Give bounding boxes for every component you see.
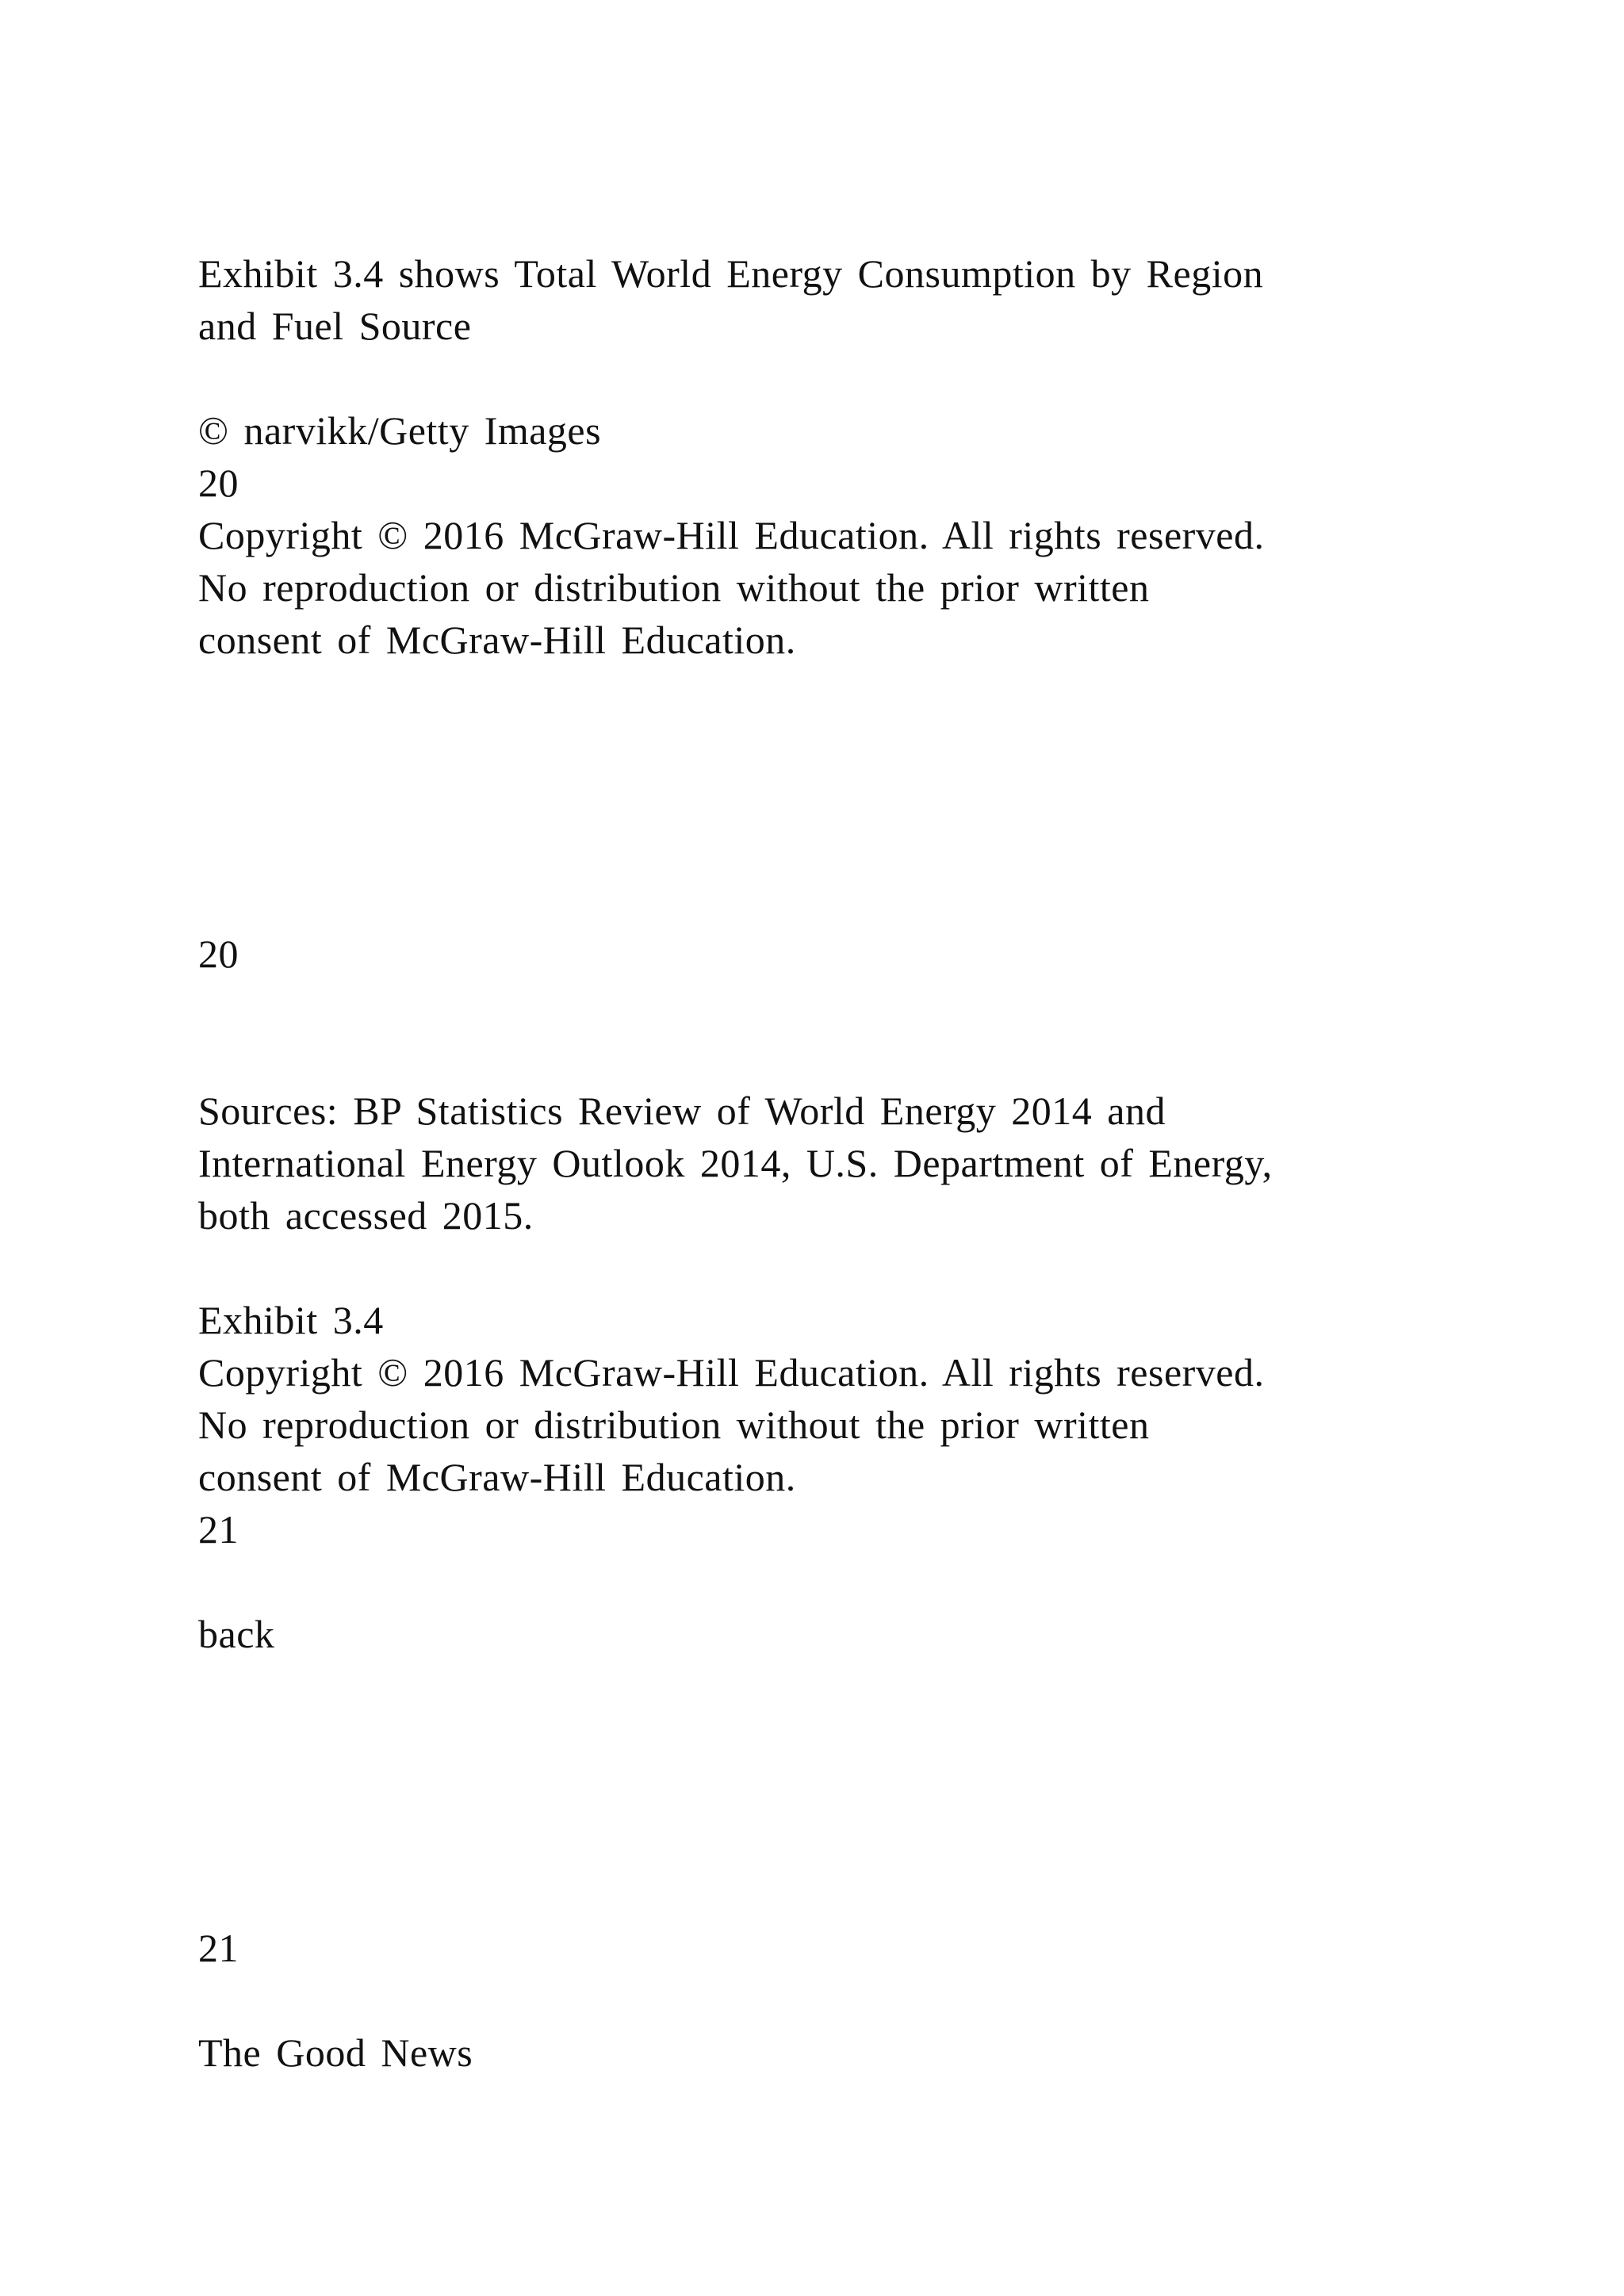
exhibit-intro-line-2: and Fuel Source — [198, 304, 472, 348]
copyright-line-1: Copyright © 2016 McGraw-Hill Education. All rights reserved. — [198, 513, 1265, 557]
copyright-line-1: Copyright © 2016 McGraw-Hill Education. All rights reserved. — [198, 1350, 1265, 1395]
slide-number: 20 — [198, 932, 239, 976]
sources-line-2: International Energy Outlook 2014, U.S. Department of Energy, — [198, 1141, 1273, 1185]
slide-number: 20 — [198, 461, 239, 505]
copyright-line-2: No reproduction or distribution without the prior written — [198, 1402, 1150, 1447]
slide-number: 21 — [198, 1507, 239, 1552]
copyright-line-2: No reproduction or distribution without the prior written — [198, 565, 1150, 610]
copyright-line-3: consent of McGraw-Hill Education. — [198, 1455, 796, 1499]
copyright-line-3: consent of McGraw-Hill Education. — [198, 618, 796, 662]
slide-number: 21 — [198, 1926, 239, 1970]
back-text: back — [198, 1612, 275, 1656]
sources-line-1: Sources: BP Statistics Review of World Energy 2014 and — [198, 1089, 1166, 1133]
exhibit-label: Exhibit 3.4 — [198, 1298, 384, 1342]
exhibit-intro-line-1: Exhibit 3.4 shows Total World Energy Consumption by Region — [198, 251, 1264, 296]
sources-line-3: both accessed 2015. — [198, 1193, 534, 1238]
section-heading: The Good News — [198, 2030, 473, 2075]
image-credit: © narvikk/Getty Images — [198, 408, 602, 453]
